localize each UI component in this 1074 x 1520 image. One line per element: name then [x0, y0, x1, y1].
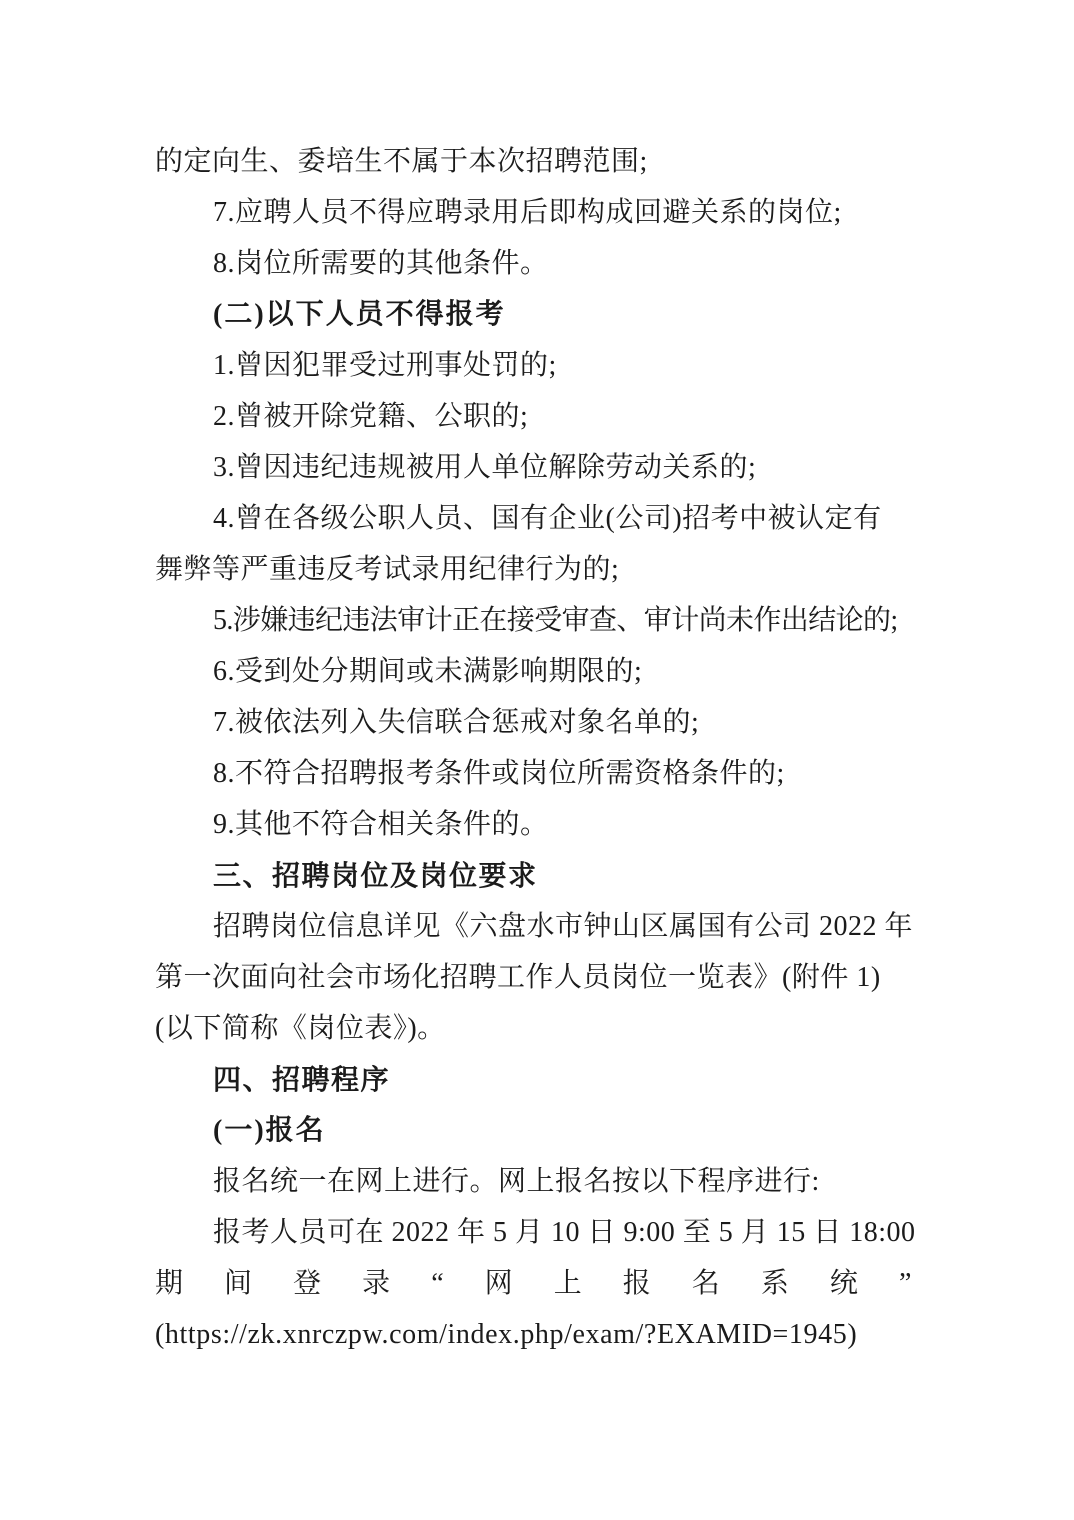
numbered-item: 4.曾在各级公职人员、国有企业(公司)招考中被认定有: [213, 503, 882, 534]
numbered-item: 9.其他不符合相关条件的。: [213, 809, 549, 840]
numbered-item: 8.不符合招聘报考条件或岗位所需资格条件的;: [213, 758, 785, 789]
body-line-justified: 期 间 登 录 “ 网 上 报 名 系 统 ”: [155, 1268, 912, 1299]
body-line: 招聘岗位信息详见《六盘水市钟山区属国有公司 2022 年: [213, 911, 914, 942]
body-line: 报名统一在网上进行。网上报名按以下程序进行:: [213, 1166, 820, 1197]
numbered-item: 8.岗位所需要的其他条件。: [213, 248, 549, 279]
subsection-heading: (一)报名: [213, 1115, 326, 1146]
numbered-item: 7.应聘人员不得应聘录用后即构成回避关系的岗位;: [213, 197, 842, 228]
body-line: 报考人员可在 2022 年 5 月 10 日 9:00 至 5 月 15 日 18:00: [213, 1217, 916, 1248]
numbered-item: 1.曾因犯罪受过刑事处罚的;: [213, 350, 557, 381]
body-line: 的定向生、委培生不属于本次招聘范围;: [155, 146, 648, 177]
subsection-heading: (二)以下人员不得报考: [213, 299, 506, 330]
document-page: [155, 136, 916, 1360]
url-text: (https://zk.xnrczpw.com/index.php/exam/?EXAMID=1945): [155, 1319, 858, 1350]
numbered-item: 6.受到处分期间或未满影响期限的;: [213, 656, 643, 687]
section-heading: 三、招聘岗位及岗位要求: [213, 860, 538, 891]
numbered-item: 2.曾被开除党籍、公职的;: [213, 401, 529, 432]
body-line: (以下简称《岗位表》)。: [155, 1013, 446, 1044]
body-line: 舞弊等严重违反考试录用纪律行为的;: [155, 554, 620, 585]
section-heading: 四、招聘程序: [213, 1064, 391, 1095]
numbered-item: 7.被依法列入失信联合惩戒对象名单的;: [213, 707, 700, 738]
body-line: 第一次面向社会市场化招聘工作人员岗位一览表》(附件 1): [155, 962, 881, 993]
numbered-item: 5.涉嫌违纪违法审计正在接受审查、审计尚未作出结论的;: [213, 605, 898, 636]
numbered-item: 3.曾因违纪违规被用人单位解除劳动关系的;: [213, 452, 757, 483]
